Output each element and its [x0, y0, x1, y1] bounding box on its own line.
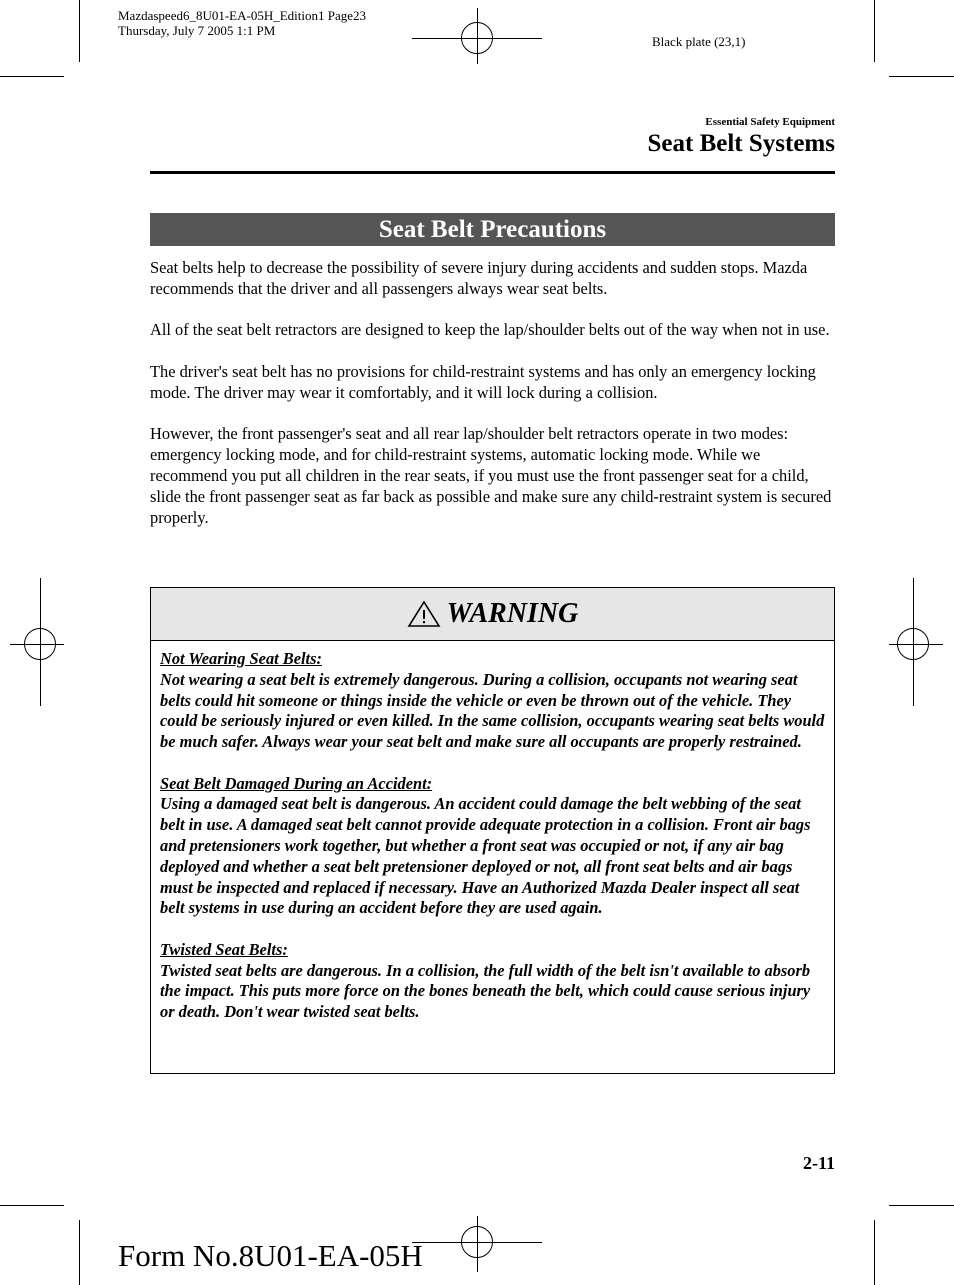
warning-item	[160, 774, 828, 920]
section-label: Essential Safety Equipment	[705, 116, 835, 128]
warning-item-heading: Seat Belt Damaged During an Accident:	[160, 773, 433, 793]
warning-item	[160, 649, 828, 753]
warning-item-heading: Twisted Seat Belts:	[160, 939, 288, 959]
paragraph: However, the front passenger's seat and all rear lap/shoulder belt retractors operate in two modes: emergency locking mode, and for child-restraint systems, automatic locking mode. While we recommend you put all children in the rear seats, if you must use the front passenger seat for a child, slide the front passenger seat as far back as possible and make sure any child-restraint system is secured properly.	[150, 424, 832, 527]
warning-box	[150, 587, 835, 1074]
warning-item-text: Not wearing a seat belt is extremely dangerous. During a collision, occupants not wearing seat belts could hit someone or things inside the vehicle or even be thrown out of the vehicle. They could be seriously injured or even killed. In the same collision, occupants wearing seat belts would be much safer. Always wear your seat belt and make sure all occupants are properly restrained.	[160, 669, 825, 752]
warning-body	[151, 641, 834, 1023]
warning-item-text: Twisted seat belts are dangerous. In a collision, the full width of the belt isn't available to absorb the impact. This puts more force on the bones beneath the belt, which could cause serious injury or death. Don't wear twisted seat belts.	[160, 960, 811, 1022]
paragraph: Seat belts help to decrease the possibility of severe injury during accidents and sudden stops. Mazda recommends that the driver and all passengers always wear seat belts.	[150, 258, 808, 298]
warning-triangle-icon	[407, 600, 441, 628]
print-header-line1: Mazdaspeed6_8U01-EA-05H_Edition1 Page23	[118, 8, 367, 23]
warning-item-text: Using a damaged seat belt is dangerous. An accident could damage the belt webbing of the seat belt in use. A damaged seat belt cannot provide adequate protection in a collision. Front air bags and pretensioners work together, but whether a front seat was occupied or not, if any air bag deployed and whether a seat belt pretensioner deployed or not, all front seat belts and air bags must be inspected and replaced if necessary. Have an Authorized Mazda Dealer inspect all seat belt systems in use during an accident before they are used again.	[160, 794, 811, 918]
paragraph: The driver's seat belt has no provisions for child-restraint systems and has only an emergency locking mode. The driver may wear it comfortably, and it will lock during a collision.	[150, 361, 816, 402]
warning-item	[160, 940, 828, 1023]
form-number: Form No.8U01-EA-05H	[118, 1238, 423, 1273]
section-banner: Seat Belt Precautions	[150, 213, 835, 246]
plate-label: Black plate (23,1)	[652, 34, 746, 49]
title-rule	[150, 171, 835, 174]
warning-header	[151, 588, 834, 641]
body-text	[150, 258, 835, 549]
warning-item-heading: Not Wearing Seat Belts:	[160, 649, 322, 668]
page-title: Seat Belt Systems	[647, 130, 835, 157]
warning-title: WARNING	[446, 598, 579, 629]
print-header	[118, 8, 366, 38]
paragraph: All of the seat belt retractors are designed to keep the lap/shoulder belts out of the way when not in use.	[150, 320, 830, 340]
page-number: 2-11	[802, 1153, 835, 1173]
print-header-line2: Thursday, July 7 2005 1:1 PM	[118, 23, 276, 38]
